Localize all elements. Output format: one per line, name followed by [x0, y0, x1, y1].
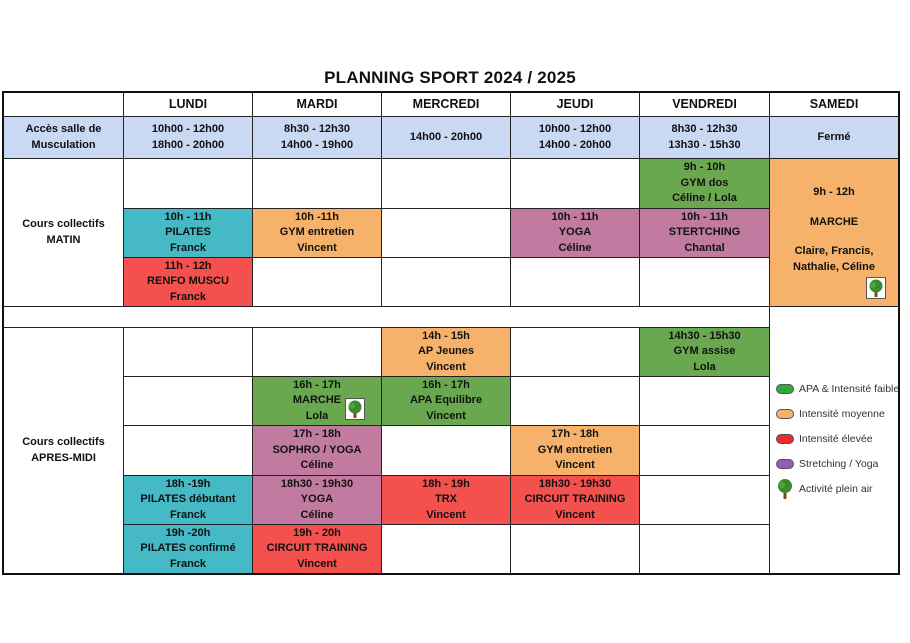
legend-label: Stretching / Yoga — [799, 458, 879, 470]
legend-item-plein-air — [776, 478, 873, 500]
empty-cell — [123, 158, 253, 209]
empty-cell — [639, 257, 770, 307]
musculation-samedi: Fermé — [769, 116, 899, 159]
empty-cell — [252, 257, 382, 307]
header-mardi: MARDI — [252, 92, 382, 117]
class-circuit-training-mardi: 19h - 20h CIRCUIT TRAINING Vincent — [252, 524, 382, 574]
spacer-row — [3, 306, 770, 328]
empty-cell — [123, 425, 253, 476]
legend-item-apa — [776, 383, 899, 395]
class-marche-samedi: 9h - 12h MARCHE Claire, Francis, Nathalie, Céline — [769, 158, 899, 307]
musculation-vendredi: 8h30 - 12h30 13h30 - 15h30 — [639, 116, 770, 159]
class-circuit-training-jeudi: 18h30 - 19h30 CIRCUIT TRAINING Vincent — [510, 475, 640, 525]
empty-cell — [510, 158, 640, 209]
class-marche-mardi: 16h - 17h MARCHE Lola — [252, 376, 382, 426]
empty-cell — [510, 524, 640, 574]
class-stretching: 10h - 11h STERTCHING Chantal — [639, 208, 770, 258]
tree-icon — [866, 277, 886, 299]
empty-cell — [510, 257, 640, 307]
class-gym-assise: 14h30 - 15h30 GYM assise Lola — [639, 327, 770, 377]
legend-label: APA & Intensité faible — [799, 383, 900, 395]
empty-cell — [252, 327, 382, 377]
empty-cell — [381, 257, 511, 307]
class-yoga-pm: 18h30 - 19h30 YOGA Céline — [252, 475, 382, 525]
legend-item-elevee — [776, 433, 873, 445]
header-corner — [3, 92, 124, 117]
musculation-lundi: 10h00 - 12h00 18h00 - 20h00 — [123, 116, 253, 159]
empty-cell — [381, 524, 511, 574]
class-yoga-matin: 10h - 11h YOGA Céline — [510, 208, 640, 258]
legend-label: Activité plein air — [799, 483, 873, 495]
empty-cell — [639, 376, 770, 426]
header-samedi: SAMEDI — [769, 92, 899, 117]
class-pilates-matin: 10h - 11h PILATES Franck — [123, 208, 253, 258]
header-jeudi: JEUDI — [510, 92, 640, 117]
empty-cell — [510, 327, 640, 377]
legend-label: Intensité élevée — [799, 433, 873, 445]
empty-cell — [381, 425, 511, 476]
class-pilates-confirme: 19h -20h PILATES confirmé Franck — [123, 524, 253, 574]
legend-label: Intensité moyenne — [799, 408, 885, 420]
header-mercredi: MERCREDI — [381, 92, 511, 117]
purple-swatch-icon — [776, 459, 794, 469]
empty-cell — [252, 158, 382, 209]
orange-swatch-icon — [776, 409, 794, 419]
row-label-musculation: Accès salle de Musculation — [3, 116, 124, 159]
class-ap-jeunes: 14h - 15h AP Jeunes Vincent — [381, 327, 511, 377]
class-gym-entretien-matin: 10h -11h GYM entretien Vincent — [252, 208, 382, 258]
red-swatch-icon — [776, 434, 794, 444]
class-pilates-debutant: 18h -19h PILATES débutant Franck — [123, 475, 253, 525]
page-title: PLANNING SPORT 2024 / 2025 — [324, 68, 576, 87]
class-renfo-muscu: 11h - 12h RENFO MUSCU Franck — [123, 257, 253, 307]
tree-icon — [776, 478, 794, 500]
empty-cell — [123, 327, 253, 377]
green-swatch-icon — [776, 384, 794, 394]
class-sophro-yoga: 17h - 18h SOPHRO / YOGA Céline — [252, 425, 382, 476]
empty-cell — [510, 376, 640, 426]
musculation-mercredi: 14h00 - 20h00 — [381, 116, 511, 159]
musculation-jeudi: 10h00 - 12h00 14h00 - 20h00 — [510, 116, 640, 159]
empty-cell — [639, 425, 770, 476]
legend-item-moyenne — [776, 408, 885, 420]
class-gym-dos: 9h - 10h GYM dos Céline / Lola — [639, 158, 770, 209]
empty-cell — [381, 158, 511, 209]
class-trx: 18h - 19h TRX Vincent — [381, 475, 511, 525]
tree-icon — [345, 398, 365, 420]
header-vendredi: VENDREDI — [639, 92, 770, 117]
row-label-apres-midi: Cours collectifs APRES-MIDI — [3, 327, 124, 574]
musculation-mardi: 8h30 - 12h30 14h00 - 19h00 — [252, 116, 382, 159]
empty-cell — [639, 524, 770, 574]
class-apa-equilibre: 16h - 17h APA Equilibre Vincent — [381, 376, 511, 426]
header-lundi: LUNDI — [123, 92, 253, 117]
empty-cell — [639, 475, 770, 525]
row-label-matin: Cours collectifs MATIN — [3, 158, 124, 307]
empty-cell — [123, 376, 253, 426]
class-gym-entretien-pm: 17h - 18h GYM entretien Vincent — [510, 425, 640, 476]
empty-cell — [381, 208, 511, 258]
legend-item-stretching — [776, 458, 878, 470]
